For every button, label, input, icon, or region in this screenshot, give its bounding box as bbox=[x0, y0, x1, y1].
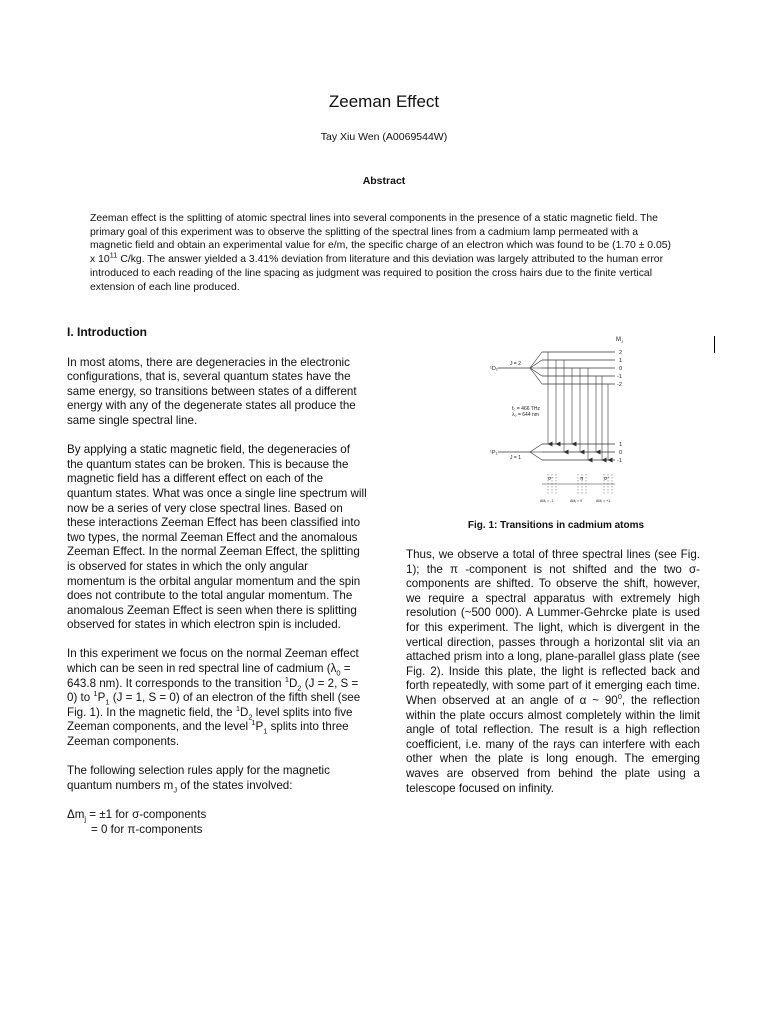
mj-upper-3: -1 bbox=[617, 374, 622, 380]
energy-level-diagram bbox=[470, 328, 640, 514]
transition-diagram-svg bbox=[470, 328, 640, 514]
selection-rule-pi: = 0 for π-components bbox=[91, 822, 203, 836]
lower-level-label: ¹P₁ bbox=[490, 450, 498, 456]
delta-mj-minus: ΔMⱼ = -1 bbox=[540, 499, 554, 503]
figure-caption: Fig. 1: Transitions in cadmium atoms bbox=[467, 520, 645, 531]
mj-lower-1: 0 bbox=[619, 450, 623, 456]
author-line: Tay Xiu Wen (A0069544W) bbox=[320, 131, 448, 143]
mj-upper-0: 2 bbox=[619, 350, 623, 356]
sigma-plus-label: σ⁺ bbox=[604, 476, 610, 482]
intro-paragraph-4: The following selection rules apply for the magnetic quantum numbers $m_J$ of the states involved: bbox=[67, 764, 330, 795]
mj-upper-1: 1 bbox=[619, 358, 623, 364]
introduction-heading: I. Introduction bbox=[67, 325, 147, 339]
mj-upper-2: 0 bbox=[619, 366, 623, 372]
mj-lower-2: -1 bbox=[617, 458, 622, 464]
text-cursor bbox=[714, 336, 715, 353]
selection-rule-sigma: $\Delta m_j = \pm 1$ for σ-components bbox=[67, 808, 207, 824]
upper-level-label: ¹D₂ bbox=[490, 366, 498, 372]
right-column bbox=[406, 548, 700, 796]
sigma-minus-label: σ⁻ bbox=[548, 476, 554, 482]
delta-mj-plus: ΔMⱼ = +1 bbox=[596, 499, 611, 503]
delta-mj-zero: ΔMⱼ = 0 bbox=[570, 499, 583, 503]
left-column bbox=[67, 325, 367, 837]
mj-lower-0: 1 bbox=[619, 442, 623, 448]
lower-j-label: J = 1 bbox=[510, 455, 521, 461]
abstract-heading: Abstract bbox=[362, 175, 406, 187]
frequency-label: f₀ = 466 THz bbox=[512, 406, 540, 412]
paper-title: Zeeman Effect bbox=[328, 92, 440, 111]
intro-paragraph-3: In this experiment we focus on the normal Zeeman effect which can be seen in red spectral line of cadmium ($\lambda_0 = 643.8$ nm). It corresponds to the transition $^1D_2$ (J = 2, S = 0) to $^1P_1$ (J = 1, S = 0) of an electron of the fifth shell (see Fig. 1). In the magnetic field, the $^1D_2$ level splits into five Zeeman components, and the level $^1P_1$ splits into three Zeeman components. bbox=[67, 647, 361, 749]
mj-label: $M_J$ bbox=[616, 337, 623, 344]
upper-j-label: J = 2 bbox=[510, 361, 521, 367]
wavelength-label: λ₀ = 644 nm bbox=[512, 412, 539, 418]
right-paragraph: Thus, we observe a total of three spectral lines (see Fig. 1); the π -component is not shifted and the two σ-components are shifted. To observe the shift, however, we require a spectral apparatus with extremely high resolution (~500 000). A Lummer-Gehrcke plate is used for this experiment. The light, which is divergent in the vertical direction, passes through a horizontal slit via an attached prism into a long, plane-parallel glass plate (see Fig. 2). Inside this plate, the light is reflected back and forth repeatedly, with some part of it emerging each time. When observed at an angle of α ~ $90^0$, the reflection within the plate occurs almost completely within the limit angle of total reflection. The result is a high reflection coefficient, i.e. many of the rays can interfere with each other when the plate is long enough. The emerging waves are observed from behind the plate using a telescope focused on infinity. bbox=[406, 548, 700, 795]
intro-paragraph-2: By applying a static magnetic field, the degeneracies of the quantum states can be broken. This is because the magnetic field has a different effect on each of the quantum states. What was once a single line spectrum will now be a series of very close spectral lines. Based on these interactions Zeeman Effect has been classified into two types, the normal Zeeman Effect and the anomalous Zeeman Effect. In the normal Zeeman Effect, the splitting is observed for states in which the only angular momentum is the orbital angular momentum and the spin does not contribute to the total angular momentum. The anomalous Zeeman Effect is seen when there is splitting observed for states in which electron spin is included. bbox=[67, 443, 367, 632]
abstract-text: Zeeman effect is the splitting of atomic spectral lines into several components in the presence of a static magnetic field. The primary goal of this experiment was to observe the splitting of the spectral lines from a cadmium lamp permeated with a magnetic field and obtain an experimental value for e/m, the specific charge of an electron which was found to be (1.70 ± 0.05) x $10^{11}$ C/kg. The answer yielded a 3.41% deviation from literature and this deviation was largely attributed to the human error introduced to each reading of the line spacing as judgment was required to position the cross hairs due to the finite vertical extension of each line produced. bbox=[90, 213, 671, 293]
pi-label: π bbox=[580, 476, 584, 482]
intro-paragraph-1: In most atoms, there are degeneracies in the electronic configurations, that is, several quantum states have the same energy, so transitions between states of a different energy with any of the degenerate states all produce the same single spectral line. bbox=[67, 355, 357, 427]
mj-upper-4: -2 bbox=[617, 382, 622, 388]
